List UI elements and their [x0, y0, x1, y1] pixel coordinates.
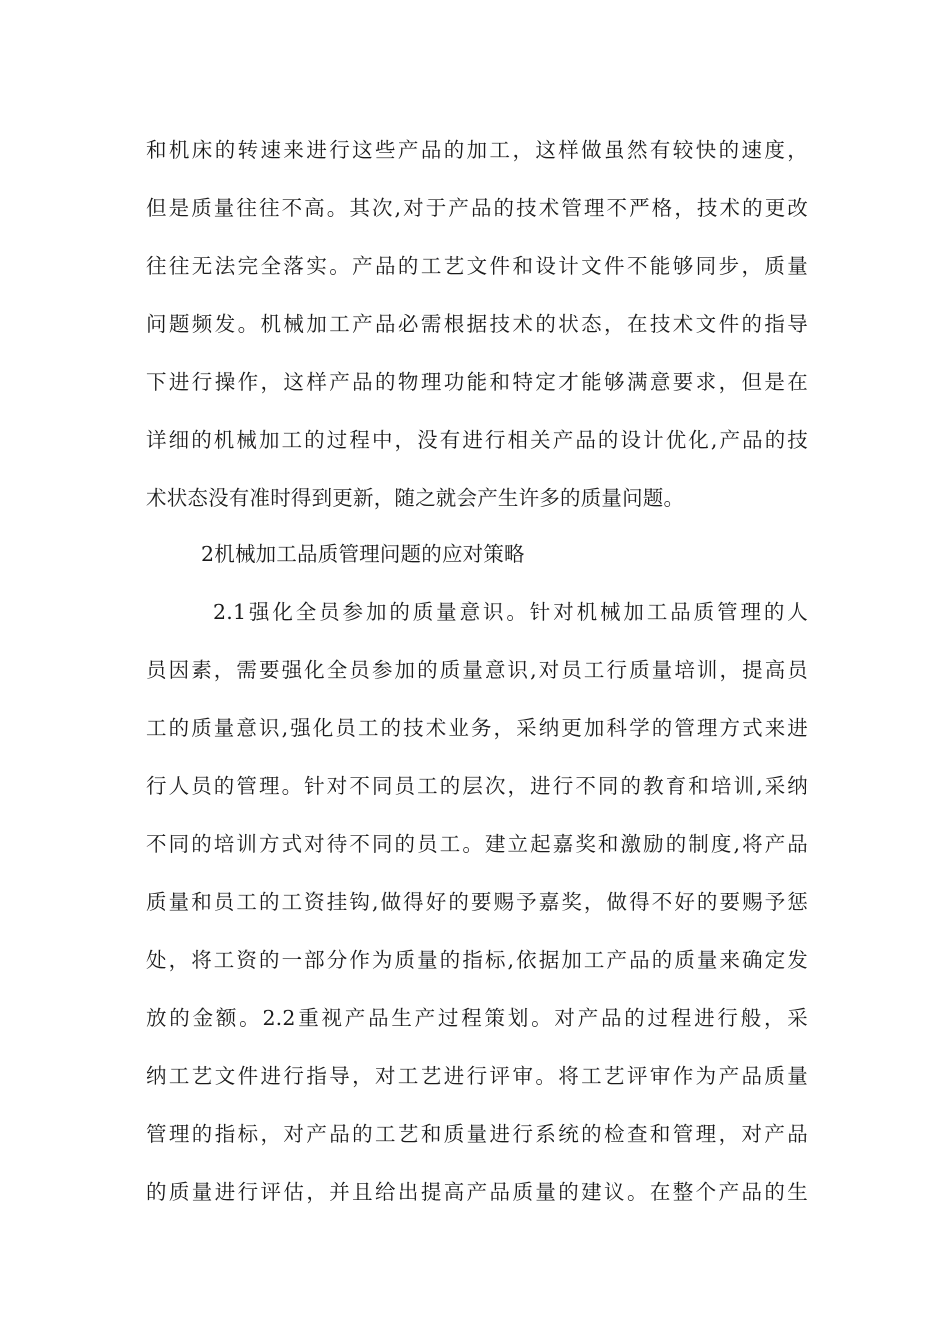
section-heading: 2机械加工品质管理问题的应对策略	[201, 542, 525, 566]
paragraph-line: 的质量进行评估，并且给出提高产品质量的建议。在整个产品的生	[146, 1180, 808, 1204]
paragraph-line: 工的质量意识,强化员工的技术业务，采纳更加科学的管理方式来进	[146, 716, 808, 740]
paragraph-line: 纳工艺文件进行指导，对工艺进行评审。将工艺评审作为产品质量	[146, 1064, 808, 1088]
paragraph-line: 放的金额。2.2重视产品生产过程策划。对产品的过程进行般，采	[146, 1006, 808, 1030]
paragraph-line: 员因素，需要强化全员参加的质量意识,对员工行质量培训，提高员	[146, 658, 808, 682]
paragraph-line: 和机床的转速来进行这些产品的加工，这样做虽然有较快的速度，	[146, 138, 808, 162]
paragraph-line: 处，将工资的一部分作为质量的指标,依据加工产品的质量来确定发	[146, 948, 808, 972]
paragraph-line: 不同的培训方式对待不同的员工。建立起嘉奖和激励的制度,将产品	[146, 832, 808, 856]
paragraph-line: 问题频发。机械加工产品必需根据技术的状态，在技术文件的指导	[146, 312, 808, 336]
paragraph-line: 下进行操作，这样产品的物理功能和特定才能够满意要求，但是在	[146, 370, 808, 394]
paragraph-line: 2.1强化全员参加的质量意识。针对机械加工品质管理的人	[213, 600, 808, 624]
paragraph-line: 但是质量往往不高。其次,对于产品的技术管理不严格，技术的更改	[146, 196, 808, 220]
paragraph-line: 管理的指标，对产品的工艺和质量进行系统的检查和管理，对产品	[146, 1122, 808, 1146]
paragraph-line: 往往无法完全落实。产品的工艺文件和设计文件不能够同步，质量	[146, 254, 808, 278]
paragraph-line: 术状态没有准时得到更新，随之就会产生许多的质量问题。	[146, 486, 685, 510]
paragraph-line: 行人员的管理。针对不同员工的层次，进行不同的教育和培训,采纳	[146, 774, 808, 798]
paragraph-line: 详细的机械加工的过程中，没有进行相关产品的设计优化,产品的技	[146, 428, 808, 452]
paragraph-line: 质量和员工的工资挂钩,做得好的要赐予嘉奖，做得不好的要赐予惩	[146, 890, 808, 914]
